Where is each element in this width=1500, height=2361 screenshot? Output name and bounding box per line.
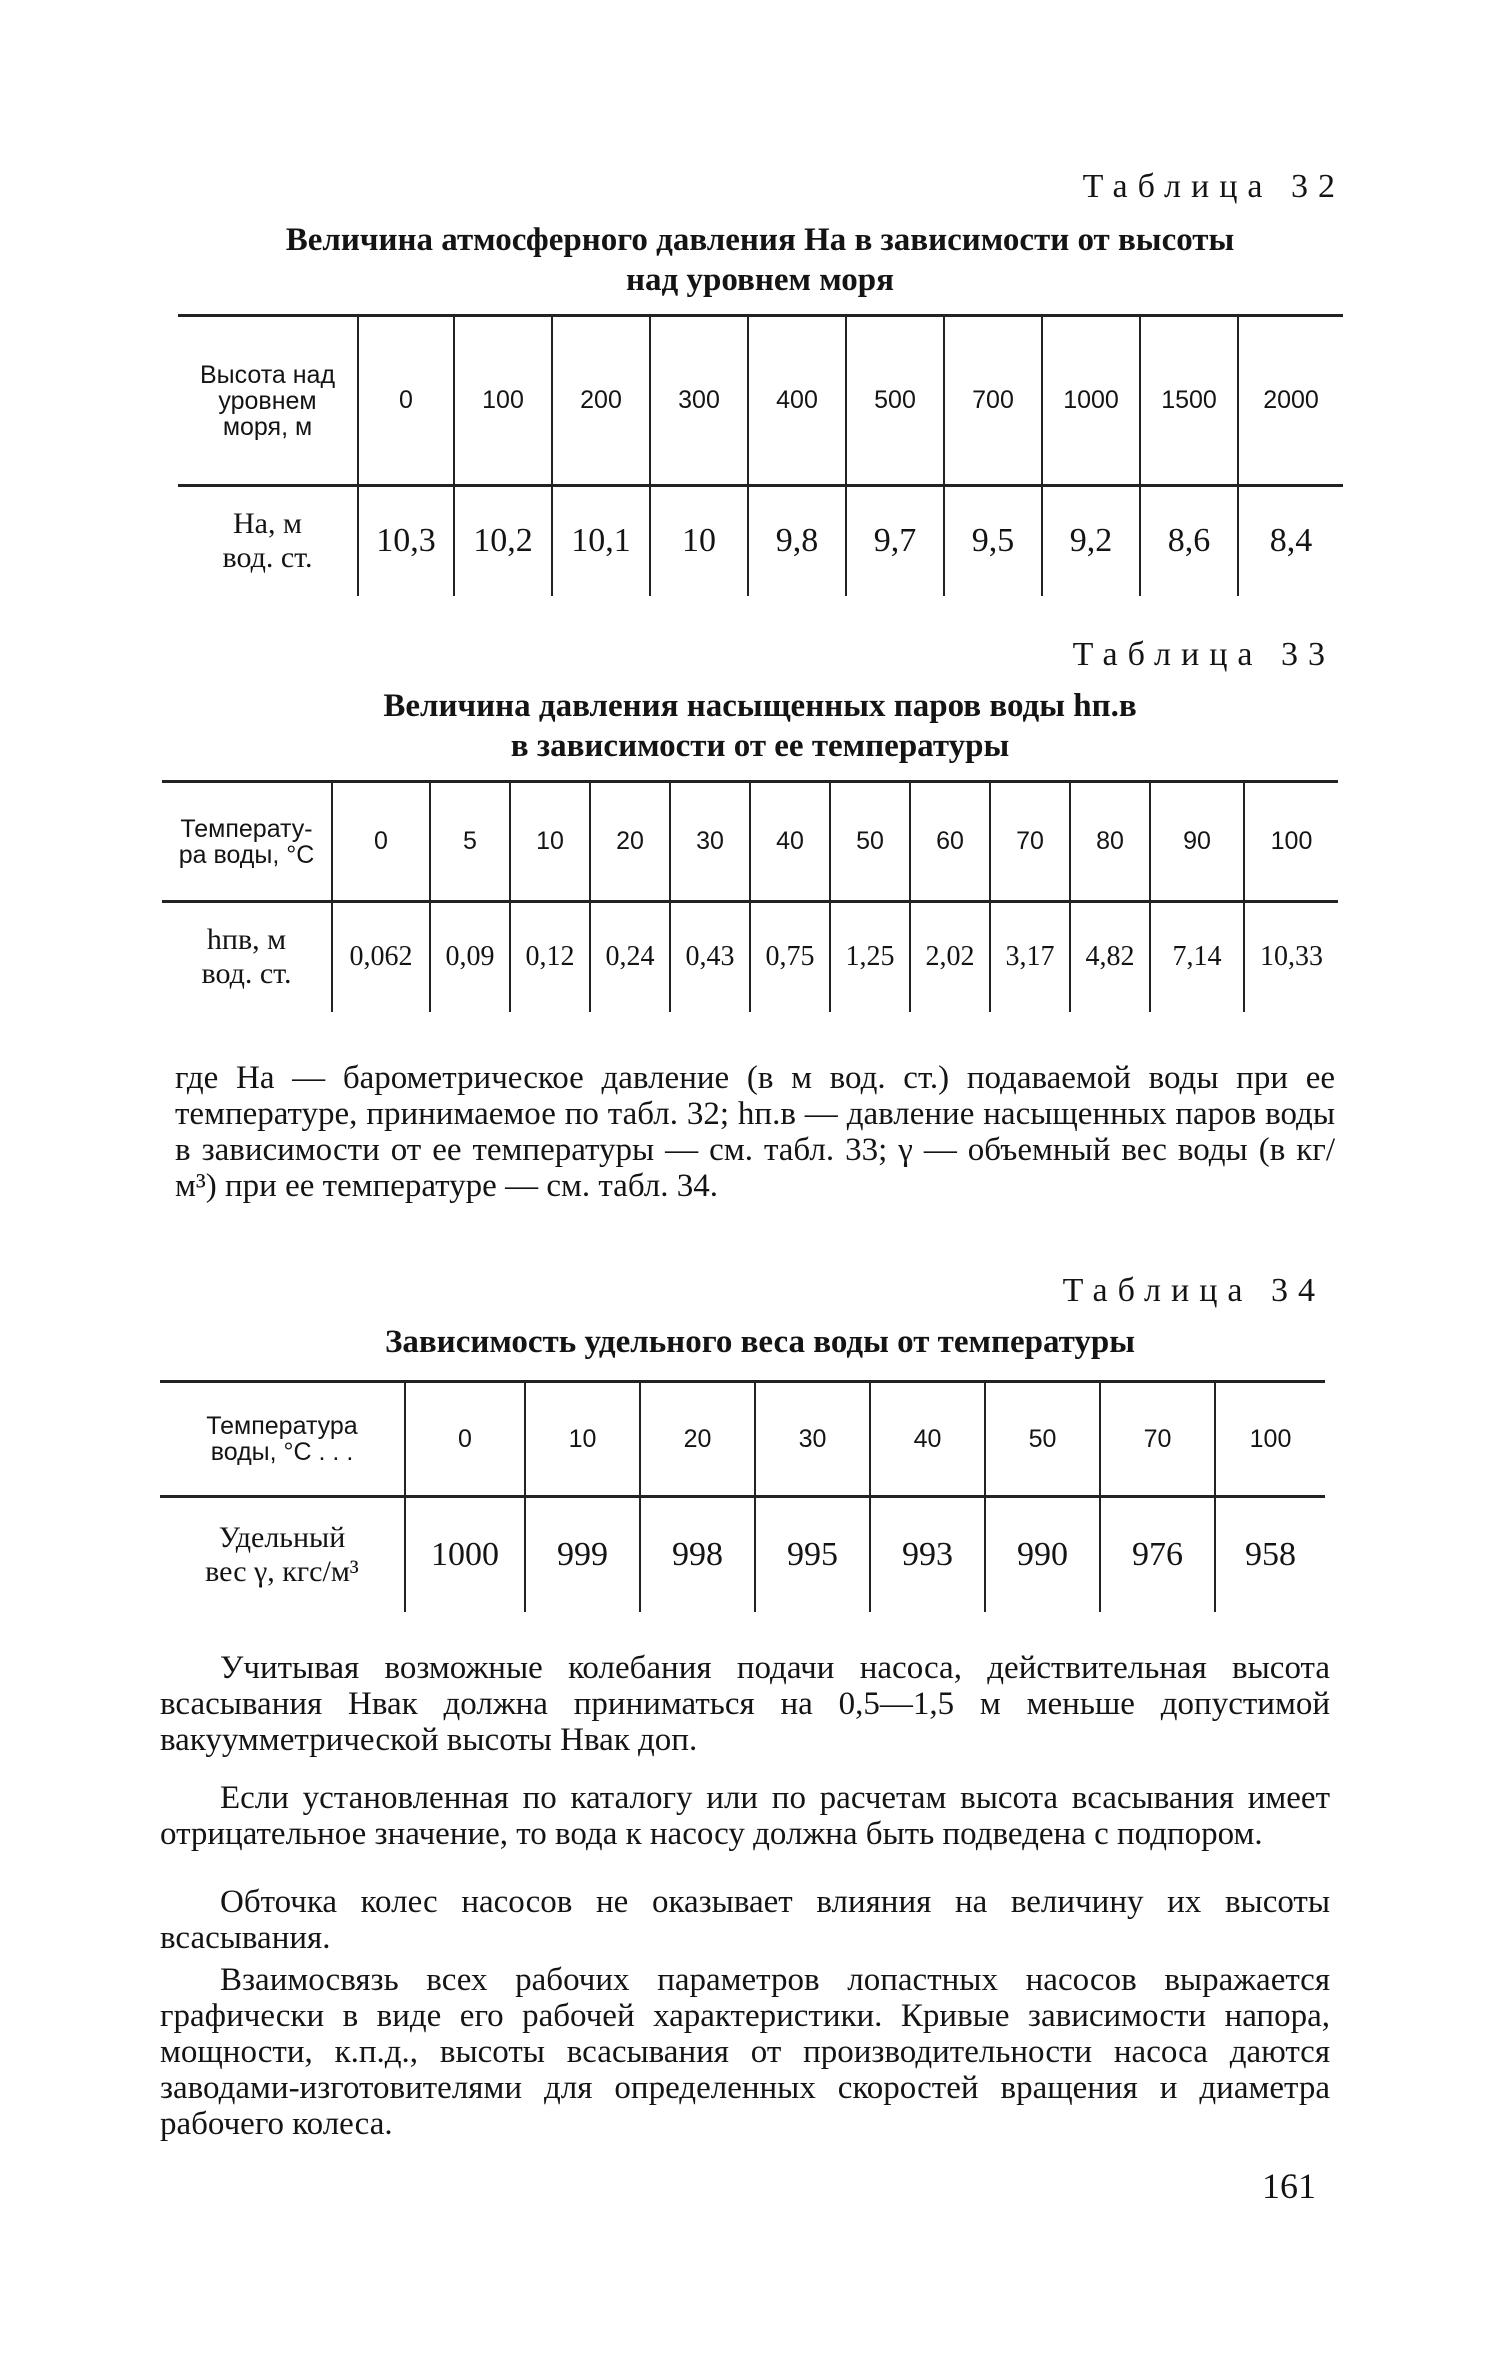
paragraph-text: Учитывая возможные колебания подачи насоса, действительная высота всасывания Hвак должна приниматься на 0,5—1,5 м меньше допустимой вакуумметрической высоты Hвак доп. xyxy=(160,1650,1330,1758)
table-cell: 100 xyxy=(1215,1382,1325,1497)
table-cell: 10,1 xyxy=(552,486,650,596)
table-32-caption-line1: Величина атмосферного давления Hа в зависимости от высоты xyxy=(285,222,1235,258)
table-cell: 0,75 xyxy=(750,902,830,1012)
table-cell: 10,3 xyxy=(358,486,454,596)
table-34 xyxy=(160,1380,1325,1612)
paragraph-text: Взаимосвязь всех рабочих параметров лопастных насосов выражается графически в виде его рабочей характеристики. Кривые зависимости напора, мощности, к.п.д., высоты всасывания от производительности насоса даются заводами-изготовителями для определенных скоростей вращения и диаметра рабочего колеса. xyxy=(160,1962,1330,2142)
row-header-line: Hа, м xyxy=(233,507,302,541)
table-cell: 0,43 xyxy=(670,902,750,1012)
table-cell: 1500 xyxy=(1140,316,1238,486)
paragraph-explanation: где Hа — барометрическое давление (в м вод. ст.) подаваемой воды при ее температуре, принимаемое по табл. 32; hп.в — давление насыщенных паров воды в зависимости от ее температуры — см. табл. 33; γ — объемный вес воды (в кг/м³) при ее температуре — см. табл. 34. xyxy=(175,1060,1335,1204)
table-cell: 9,2 xyxy=(1042,486,1140,596)
table-cell: 100 xyxy=(454,316,552,486)
table-34-row-temperature xyxy=(160,1382,1325,1497)
table-cell: 300 xyxy=(650,316,748,486)
table-33-row-vapor-pressure xyxy=(162,902,1338,1012)
table-32-row-header xyxy=(178,316,358,486)
table-33 xyxy=(162,780,1338,1012)
table-32 xyxy=(178,314,1343,596)
table-cell: 0 xyxy=(332,782,430,902)
table-cell: 0 xyxy=(405,1382,525,1497)
table-cell: 10,33 xyxy=(1244,902,1338,1012)
table-cell: 200 xyxy=(552,316,650,486)
table-cell: 10 xyxy=(510,782,590,902)
paragraph-suction-height xyxy=(160,1650,1330,1758)
table-cell: 50 xyxy=(985,1382,1100,1497)
table-cell: 2,02 xyxy=(910,902,990,1012)
table-32-label: Таблица 32 xyxy=(1082,168,1345,205)
table-cell: 1000 xyxy=(405,1497,525,1612)
table-cell: 0,12 xyxy=(510,902,590,1012)
table-32-row-header xyxy=(178,486,358,596)
table-33-label: Таблица 33 xyxy=(1072,636,1335,673)
table-cell: 0,24 xyxy=(590,902,670,1012)
table-cell: 0 xyxy=(358,316,454,486)
row-header-line: вес γ, кгс/м³ xyxy=(205,1554,359,1588)
table-34-row-specific-weight xyxy=(160,1497,1325,1612)
page-number: 161 xyxy=(1262,2166,1316,2206)
table-cell: 9,5 xyxy=(944,486,1042,596)
table-cell: 998 xyxy=(640,1497,755,1612)
table-cell: 700 xyxy=(944,316,1042,486)
row-header-line: воды, °C . . . xyxy=(210,1438,354,1466)
table-33-caption-line1: Величина давления насыщенных паров воды hп.в xyxy=(383,688,1137,724)
table-cell: 9,8 xyxy=(748,486,846,596)
table-cell: 9,7 xyxy=(846,486,944,596)
table-cell: 20 xyxy=(640,1382,755,1497)
table-cell: 1000 xyxy=(1042,316,1140,486)
table-cell: 4,82 xyxy=(1070,902,1150,1012)
row-header-line: Температура xyxy=(206,1412,358,1440)
table-cell: 80 xyxy=(1070,782,1150,902)
table-cell: 0,062 xyxy=(332,902,430,1012)
table-32-caption-line2: над уровнем моря xyxy=(626,262,894,298)
table-cell: 90 xyxy=(1150,782,1244,902)
table-cell: 958 xyxy=(1215,1497,1325,1612)
table-cell: 0,09 xyxy=(430,902,510,1012)
table-cell: 10 xyxy=(525,1382,640,1497)
table-cell: 8,6 xyxy=(1140,486,1238,596)
table-33-row-header xyxy=(162,902,332,1012)
table-cell: 1,25 xyxy=(830,902,910,1012)
table-cell: 40 xyxy=(750,782,830,902)
paragraph-text: Обточка колес насосов не оказывает влияния на величину их высоты всасывания. xyxy=(160,1884,1330,1956)
table-cell: 70 xyxy=(1100,1382,1215,1497)
table-cell: 30 xyxy=(755,1382,870,1497)
table-33-row-temperature xyxy=(162,782,1338,902)
table-34-row-header xyxy=(160,1497,405,1612)
table-cell: 60 xyxy=(910,782,990,902)
table-cell: 7,14 xyxy=(1150,902,1244,1012)
table-cell: 976 xyxy=(1100,1497,1215,1612)
table-cell: 993 xyxy=(870,1497,985,1612)
table-34-row-header xyxy=(160,1382,405,1497)
table-cell: 2000 xyxy=(1238,316,1343,486)
table-cell: 30 xyxy=(670,782,750,902)
table-33-caption xyxy=(170,686,1350,766)
row-header-line: Высота над xyxy=(199,360,336,389)
row-header-line: ра воды, °C xyxy=(178,840,315,869)
table-cell: 990 xyxy=(985,1497,1100,1612)
row-header-line: hпв, м xyxy=(206,923,287,957)
table-33-row-header xyxy=(162,782,332,902)
table-cell: 100 xyxy=(1244,782,1338,902)
row-header-line: Температу- xyxy=(180,814,313,843)
table-cell: 40 xyxy=(870,1382,985,1497)
row-header-line: уровнем xyxy=(218,386,317,415)
paragraph-characteristics xyxy=(160,1962,1330,2142)
table-32-row-pressure xyxy=(178,486,1343,596)
table-cell: 999 xyxy=(525,1497,640,1612)
table-cell: 400 xyxy=(748,316,846,486)
table-32-caption xyxy=(170,220,1350,300)
paragraph-impeller-trimming xyxy=(160,1884,1330,1956)
table-cell: 3,17 xyxy=(990,902,1070,1012)
table-cell: 995 xyxy=(755,1497,870,1612)
row-header-line: Удельный xyxy=(218,1520,346,1554)
table-cell: 10,2 xyxy=(454,486,552,596)
table-cell: 5 xyxy=(430,782,510,902)
table-34-label: Таблица 34 xyxy=(1062,1272,1325,1309)
paragraph-text: Если установленная по каталогу или по расчетам высота всасывания имеет отрицательное значение, то вода к насосу должна быть подведена с подпором. xyxy=(160,1780,1330,1852)
paragraph-negative-value xyxy=(160,1780,1330,1852)
table-cell: 20 xyxy=(590,782,670,902)
table-33-caption-line2: в зависимости от ее температуры xyxy=(510,728,1010,764)
table-cell: 70 xyxy=(990,782,1070,902)
table-cell: 10 xyxy=(650,486,748,596)
row-header-line: вод. ст. xyxy=(201,957,292,991)
row-header-line: вод. ст. xyxy=(222,541,313,575)
table-cell: 50 xyxy=(830,782,910,902)
table-34-caption: Зависимость удельного веса воды от температуры xyxy=(384,1324,1136,1360)
table-cell: 500 xyxy=(846,316,944,486)
row-header-line: моря, м xyxy=(222,412,313,441)
table-32-row-altitude xyxy=(178,316,1343,486)
table-cell: 8,4 xyxy=(1238,486,1343,596)
